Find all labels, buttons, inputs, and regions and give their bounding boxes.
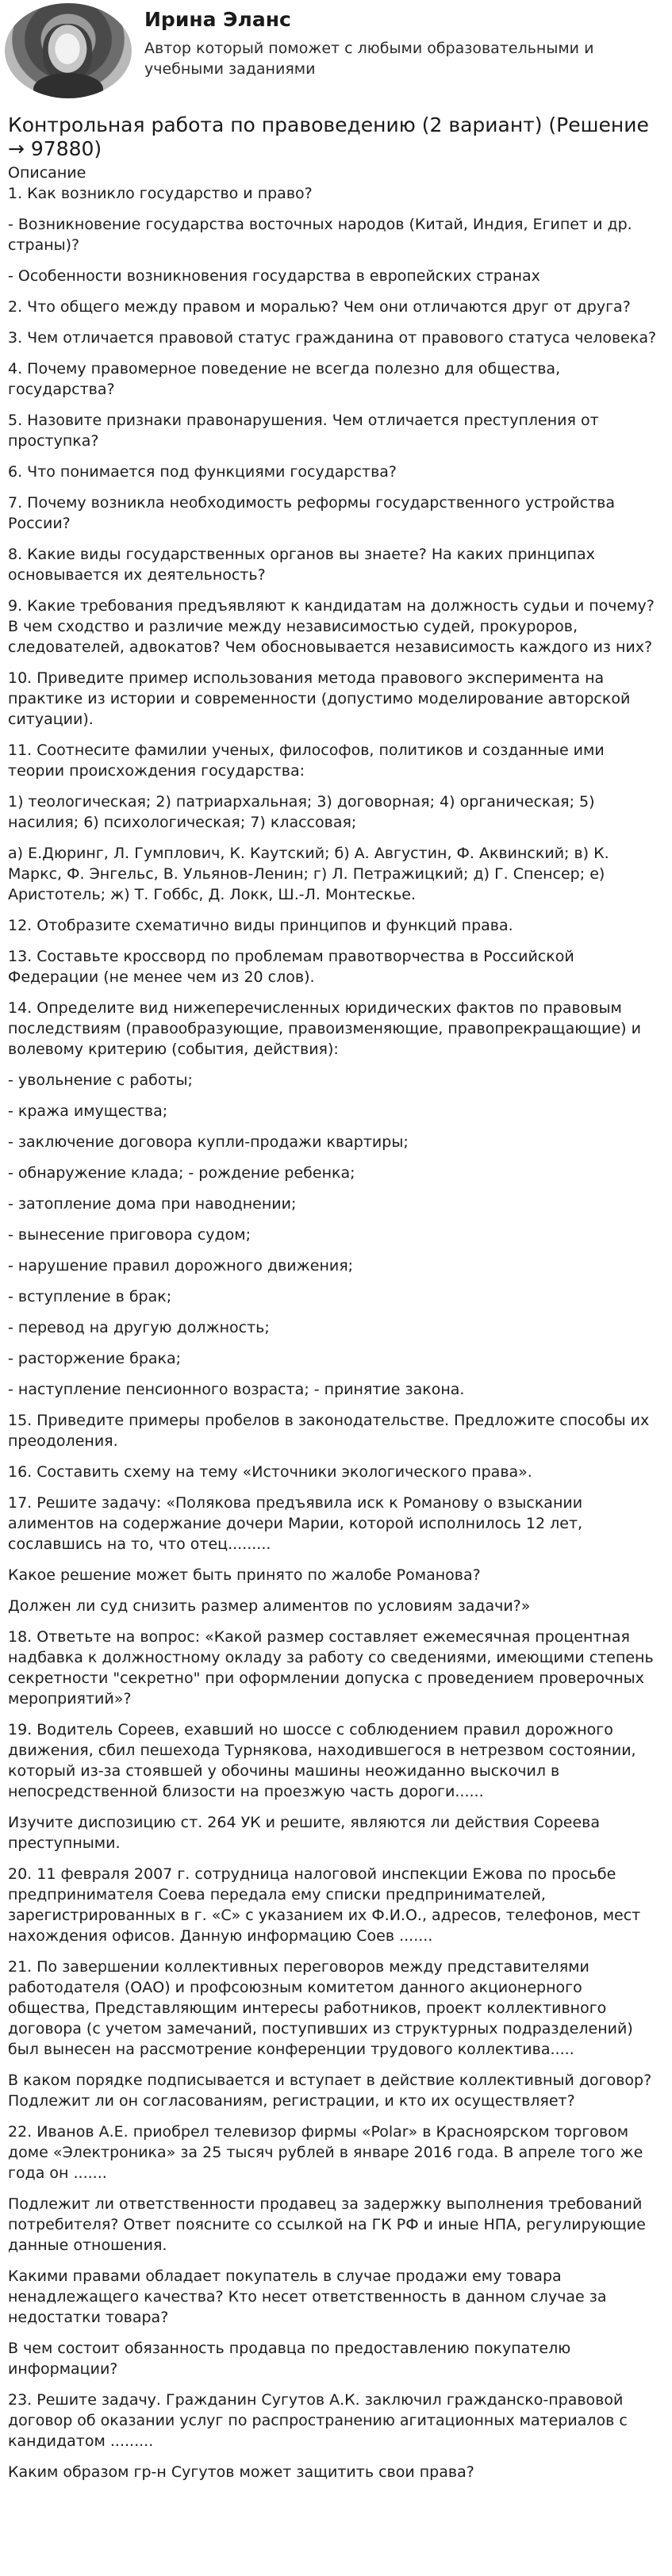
paragraph: Какое решение может быть принято по жалобе Романова? xyxy=(8,1566,481,1584)
paragraph: а) Е.Дюринг, Л. Гумплович, К. Каутский; б) А. Августин, Ф. Аквинский; в) К. Маркс, Ф. Энгельс, В. Ульянов-Ленин; г) Л. Петражицкий; д) Г. Спенсер; е) Аристотель; ж) Т. Гоббс, Д. Локк, Ш.-Л. Монтескье. xyxy=(8,845,609,903)
paragraph: - увольнение с работы; xyxy=(8,1071,193,1089)
paragraph: - нарушение правил дорожного движения; xyxy=(8,1257,354,1275)
author-name[interactable]: Ирина Эланс xyxy=(144,8,291,31)
paragraph: 6. Что понимается под функциями государства? xyxy=(8,463,397,481)
paragraph: 12. Отобразите схематично виды принципов и функций права. xyxy=(8,917,513,934)
paragraph: 4. Почему правомерное поведение не всегда полезно для общества, государства? xyxy=(8,360,561,398)
paragraph: 1) теологическая; 2) патриархальная; 3) договорная; 4) органическая; 5) насилия; 6) психологическая; 7) классовая; xyxy=(8,793,595,831)
paragraph: 5. Назовите признаки правонарушения. Чем отличается преступления от проступка? xyxy=(8,412,599,450)
paragraph: - Особенности возникновения государства в европейских странах xyxy=(8,267,540,285)
paragraph: 19. Водитель Сореев, ехавший но шоссе с соблюдением правил дорожного движения, сбил пешехода Турнякова, находившегося в нетрезвом состоянии, который из-за стоявшей у обочины машины неожиданно выскочил в непосредственной близости на проезжую часть дороги...... xyxy=(8,1721,636,1800)
paragraph: Каким образом гр-н Сугутов может защитить свои права? xyxy=(8,2463,474,2481)
paragraph: 11. Соотнесите фамилии ученых, философов, политиков и созданные ими теории происхождения государства: xyxy=(8,742,605,780)
paragraph: 10. Приведите пример использования метода правового эксперимента на практике из истории и современности (допустимо моделирование авторской ситуации). xyxy=(8,669,631,728)
paragraph: 15. Приведите примеры пробелов в законодательстве. Предложите способы их преодоления. xyxy=(8,1412,650,1450)
paragraph: 14. Определите вид нижеперечисленных юридических фактов по правовым последствиям (правообразующие, правоизменяющие, правопрекращающие) и волевому критерию (события, действия): xyxy=(8,999,641,1058)
paragraph: 2. Что общего между правом и моралью? Чем они отличаются друг от друга? xyxy=(8,298,631,316)
paragraph: 17. Решите задачу: «Полякова предъявила иск к Романову о взыскании алиментов на содержание дочери Марии, которой исполнилось 12 лет, сославшись на то, что отец......... xyxy=(8,1494,583,1553)
paragraph: 20. 11 февраля 2007 г. сотрудница налоговой инспекции Ежова по просьбе предпринимателя Соева передала ему списки предпринимателей, зарегистрированных в г. «С» с указанием их Ф.И.О., адресов, телефонов, мест нахождения офисов. Данную информацию Соев ....... xyxy=(8,1865,641,1945)
paragraph: 13. Составьте кроссворд по проблемам правотворчества в Российской Федерации (не менее чем из 20 слов). xyxy=(8,948,574,986)
paragraph: - обнаружение клада; - рождение ребенка; xyxy=(8,1164,355,1182)
paragraph: - кража имущества; xyxy=(8,1102,168,1120)
paragraph: 7. Почему возникла необходимость реформы государственного устройства России? xyxy=(8,494,615,532)
section-label: Описание xyxy=(8,164,86,182)
paragraph: - вынесение приговора судом; xyxy=(8,1226,252,1244)
paragraph: 9. Какие требования предъявляют к кандидатам на должность судьи и почему? В чем сходство и различие между независимостью судей, прокуроров, следователей, адвокатов? Чем обосновывается независимость каждого из них? xyxy=(8,597,655,656)
paragraph: Подлежит ли ответственности продавец за задержку выполнения требований потребителя? Ответ поясните со ссылкой на ГК РФ и иные НПА, регулирующие данные отношения. xyxy=(8,2195,646,2254)
paragraph: - вступление в брак; xyxy=(8,1288,172,1305)
paragraph: - расторжение брака; xyxy=(8,1350,182,1367)
paragraph: 8. Какие виды государственных органов вы знаете? На каких принципах основывается их деятельность? xyxy=(8,546,595,584)
author-header xyxy=(0,0,672,103)
paragraph: В чем состоит обязанность продавца по предоставлению покупателю информации? xyxy=(8,2340,571,2378)
paragraph: 1. Как возникло государство и право? xyxy=(8,185,313,202)
paragraph: Изучите диспозицию ст. 264 УК и решите, являются ли действия Сореева преступными. xyxy=(8,1814,600,1852)
paragraph: - затопление дома при наводнении; xyxy=(8,1195,297,1213)
description-content xyxy=(8,163,665,2493)
avatar[interactable] xyxy=(5,3,132,98)
paragraph: Должен ли суд снизить размер алиментов по условиям задачи?» xyxy=(8,1597,531,1615)
paragraph: В каком порядке подписывается и вступает в действие коллективный договор? Подлежит ли он согласованиям, регистрации, и кто их осуществляет? xyxy=(8,2072,652,2110)
paragraph: - заключение договора купли-продажи квартиры; xyxy=(8,1133,409,1151)
paragraph: - наступление пенсионного возраста; - принятие закона. xyxy=(8,1381,465,1398)
paragraph: 16. Составить схему на тему «Источники экологического права». xyxy=(8,1463,532,1481)
paragraph: Какими правами обладает покупатель в случае продажи ему товара ненадлежащего качества? Кто несет ответственность в данном случае за недостатки товара? xyxy=(8,2267,607,2326)
page-title: Контрольная работа по правоведению (2 вариант) (Решение → 97880) xyxy=(8,113,649,160)
paragraph: - Возникновение государства восточных народов (Китай, Индия, Египет и др. страны)? xyxy=(8,216,632,254)
paragraph: 22. Иванов А.Е. приобрел телевизор фирмы «Polar» в Красноярском торговом доме «Электроника» за 25 тысяч рублей в январе 2016 года. В апреле того же года он ....... xyxy=(8,2123,643,2182)
paragraph: 3. Чем отличается правовой статус гражданина от правового статуса человека? xyxy=(8,329,657,347)
author-description: Автор который поможет с любыми образовательными и учебными заданиями xyxy=(144,40,594,78)
paragraph: 23. Решите задачу. Гражданин Сугутов А.К. заключил гражданско-правовой договор об оказании услуг по распространению агитационных материалов с кандидатом ......... xyxy=(8,2391,628,2450)
paragraph: 18. Ответьте на вопрос: «Какой размер составляет ежемесячная процентная надбавка к должностному окладу за работу со сведениями, имеющими степень секретности "секретно" при оформлении допуска с проведением проверочных мероприятий»? xyxy=(8,1628,654,1708)
paragraph: 21. По завершении коллективных переговоров между представителями работодателя (ОАО) и профсоюзным комитетом данного акционерного общества, Представляющим интересы работников, проект коллективного договора (с учетом замечаний, поступивших из структурных подразделений) был вынесен на рассмотрение конференции трудового коллектива..... xyxy=(8,1958,633,2058)
paragraph-list xyxy=(8,183,665,2482)
paragraph: - перевод на другую должность; xyxy=(8,1319,270,1336)
